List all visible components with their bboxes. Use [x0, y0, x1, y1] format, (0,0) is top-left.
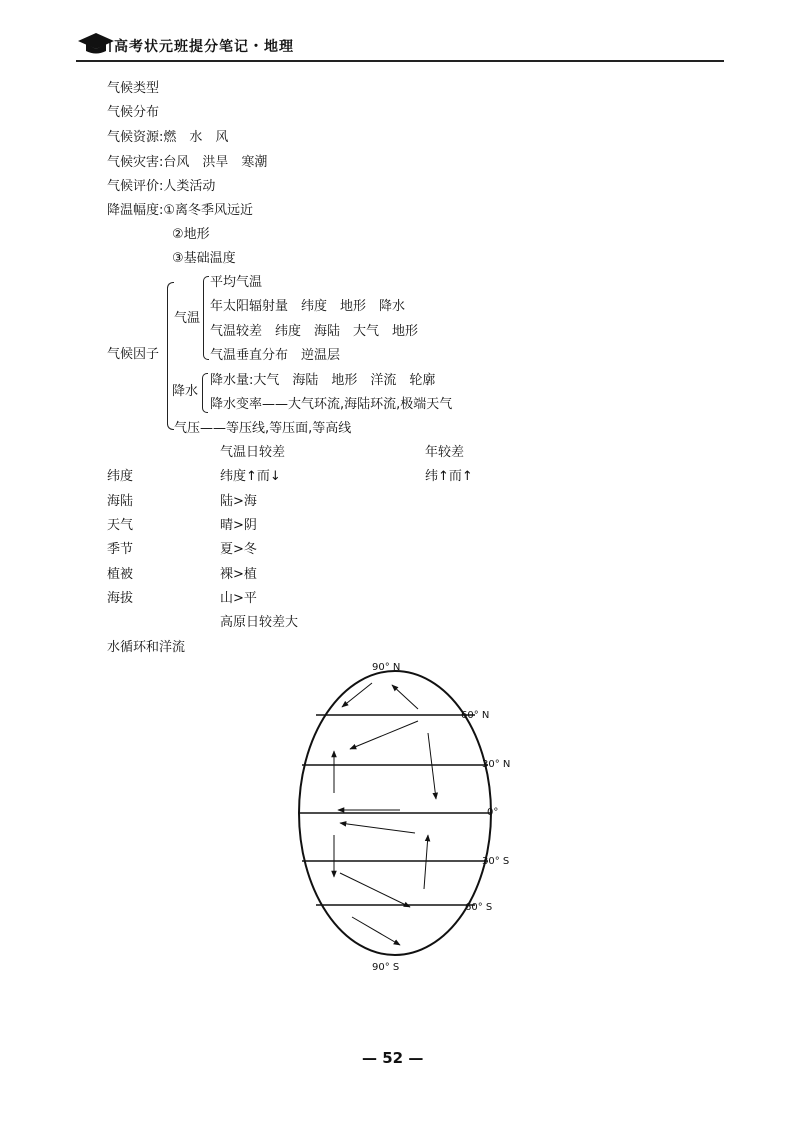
climate-type: 气候类型 — [107, 81, 160, 96]
temperature-brace — [203, 276, 209, 360]
precipitation-brace — [202, 373, 208, 413]
col-annual-range: 年较差 — [425, 445, 465, 460]
label-60n: 60° N — [461, 710, 490, 721]
precipitation-item: 降水量:大气 海陆 地形 洋流 轮廓 — [210, 373, 436, 388]
precipitation-label: 降水 — [172, 384, 199, 399]
climate-resources: 气候资源:燃 水 风 — [107, 130, 229, 145]
label-30n: 30° N — [482, 759, 511, 770]
cooling-range: 降温幅度:①离冬季风远近 — [107, 203, 254, 218]
current-arrow — [428, 733, 436, 799]
row-daily: 山>平 — [220, 591, 257, 606]
label-equator: 0° — [487, 807, 499, 818]
row-factor: 季节 — [107, 542, 134, 557]
pressure-item: 气压——等压线,等压面,等高线 — [174, 421, 352, 436]
current-arrow — [392, 685, 418, 709]
climate-disasters: 气候灾害:台风 洪旱 寒潮 — [107, 155, 268, 170]
row-factor: 海陆 — [107, 494, 134, 509]
water-cycle-title: 水循环和洋流 — [107, 640, 186, 655]
current-arrow — [352, 917, 400, 945]
header-rule — [76, 60, 724, 62]
row-factor: 植被 — [107, 567, 134, 582]
row-daily: 陆>海 — [220, 494, 257, 509]
factors-brace — [167, 282, 174, 430]
row-daily: 晴>阴 — [220, 518, 257, 533]
current-arrow — [424, 835, 428, 889]
temperature-item: 平均气温 — [210, 275, 263, 290]
ocean-current-diagram — [270, 655, 540, 980]
label-60s: 60° S — [465, 902, 493, 913]
row-daily: 裸>植 — [220, 567, 257, 582]
row-factor: 海拔 — [107, 591, 134, 606]
label-90s: 90° S — [372, 962, 400, 973]
temperature-label: 气温 — [174, 311, 201, 326]
row-daily: 纬度↑而↓ — [220, 469, 281, 484]
current-arrow — [340, 823, 415, 833]
precipitation-item: 降水变率——大气环流,海陆环流,极端天气 — [210, 397, 453, 412]
temperature-item: 气温垂直分布 逆温层 — [210, 348, 341, 363]
temperature-item: 气温较差 纬度 海陆 大气 地形 — [210, 324, 419, 339]
row-factor: 纬度 — [107, 469, 134, 484]
label-90n: 90° N — [372, 662, 401, 673]
current-arrow — [350, 721, 418, 749]
page-number: — 52 — — [362, 1049, 424, 1067]
current-arrow — [342, 683, 372, 707]
col-daily-range: 气温日较差 — [220, 445, 286, 460]
cooling-base-temp: ③基础温度 — [172, 251, 236, 266]
label-30s: 30° S — [482, 856, 510, 867]
row-annual: 纬↑而↑ — [425, 469, 473, 484]
climate-evaluation: 气候评价:人类活动 — [107, 179, 216, 194]
plateau-note: 高原日较差大 — [220, 615, 299, 630]
row-daily: 夏>冬 — [220, 542, 257, 557]
row-factor: 天气 — [107, 518, 134, 533]
cooling-terrain: ②地形 — [172, 227, 210, 242]
climate-distribution: 气候分布 — [107, 105, 160, 120]
factors-root: 气候因子 — [107, 347, 160, 362]
temperature-item: 年太阳辐射量 纬度 地形 降水 — [210, 299, 406, 314]
graduation-cap-icon — [76, 30, 116, 56]
current-arrow — [340, 873, 410, 907]
header-title: 高考状元班提分笔记・地理 — [114, 39, 294, 55]
